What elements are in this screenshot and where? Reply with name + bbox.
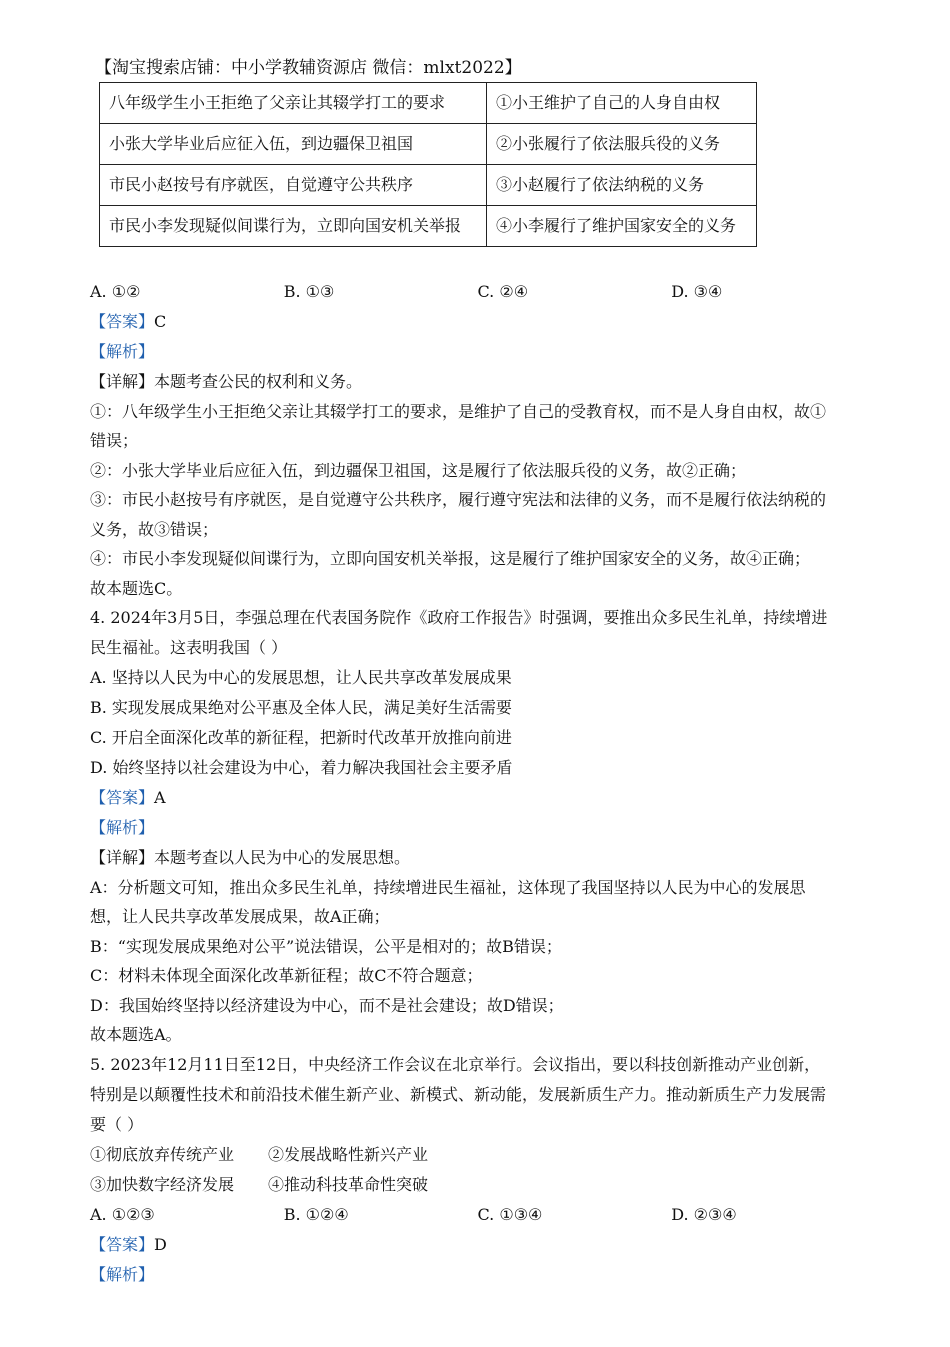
- table-cell-event: 八年级学生小王拒绝了父亲让其辍学打工的要求: [100, 83, 487, 124]
- answer-value: A: [154, 788, 166, 807]
- detail-line: 想，让人民共享改革发展成果，故A正确；: [90, 907, 390, 926]
- stem-line: 5. 2023年12月11日至12日，中央经济工作会议在北京举行。会议指出，要以科技创新推动产业创新，: [90, 1054, 821, 1074]
- option-a: A. 坚持以人民为中心的发展思想，让人民共享改革发展成果: [90, 668, 512, 687]
- option-b: B. 实现发展成果绝对公平惠及全体人民，满足美好生活需要: [90, 698, 512, 717]
- option-c: C. ②④: [477, 282, 529, 301]
- q4-detail: [90, 843, 865, 1050]
- detail-line: 错误；: [90, 431, 139, 450]
- document-page: [90, 56, 865, 1290]
- answer-tag: 【答案】: [90, 788, 155, 807]
- item: ①彻底放弃传统产业: [90, 1144, 235, 1164]
- detail-line: B：“实现发展成果绝对公平”说法错误，公平是相对的；故B错误；: [90, 936, 562, 956]
- detail-line: 故本题选A。: [90, 1025, 182, 1044]
- table-cell-event: 小张大学毕业后应征入伍，到边疆保卫祖国: [100, 124, 487, 165]
- table-row: [100, 124, 757, 165]
- table-row: [100, 165, 757, 206]
- table-cell-judgement: ②小张履行了依法服兵役的义务: [487, 124, 757, 165]
- q5-items-row: [90, 1140, 865, 1170]
- detail-line: C：材料未体现全面深化改革新征程；故C不符合题意；: [90, 966, 483, 985]
- answer-value: D: [154, 1234, 167, 1254]
- q3-detail: [90, 367, 865, 603]
- shop-header: 【淘宝搜索店铺：中小学教辅资源店 微信：mlxt2022】: [95, 58, 522, 78]
- q5-answer: [90, 1230, 865, 1260]
- q3-answer: [90, 307, 865, 337]
- stem-line: 4. 2024年3月5日，李强总理在代表国务院作《政府工作报告》时强调，要推出众多民生礼单，持续增进: [90, 608, 828, 627]
- table-row: [100, 83, 757, 124]
- item: ④推动科技革命性突破: [268, 1174, 429, 1194]
- detail-line: 故本题选C。: [90, 578, 183, 598]
- option-b: B. ①③: [283, 282, 335, 301]
- detail-line: 【详解】本题考查公民的权利和义务。: [90, 372, 363, 391]
- q5-options: [90, 1200, 865, 1230]
- q4-analysis-tag: 【解析】: [90, 818, 155, 837]
- item: ③加快数字经济发展: [90, 1174, 235, 1194]
- table-cell-judgement: ①小王维护了自己的人身自由权: [487, 83, 757, 124]
- option-c: C. 开启全面深化改革的新征程，把新时代改革开放推向前进: [90, 728, 512, 747]
- stem-line: 民生福祉。这表明我国（ ）: [90, 638, 288, 657]
- table-row: [100, 206, 757, 247]
- q5-items-row: [90, 1170, 865, 1200]
- detail-line: ②：小张大学毕业后应征入伍，到边疆保卫祖国，这是履行了依法服兵役的义务，故②正确；: [90, 460, 747, 480]
- item: ②发展战略性新兴产业: [268, 1144, 429, 1164]
- option-b: B. ①②④: [283, 1204, 349, 1224]
- table-cell-event: 市民小李发现疑似间谍行为，立即向国安机关举报: [100, 206, 487, 247]
- detail-line: 【详解】本题考查以人民为中心的发展思想。: [90, 848, 411, 867]
- answer-value: C: [154, 312, 167, 331]
- table-cell-judgement: ③小赵履行了依法纳税的义务: [487, 165, 757, 206]
- option-c: C. ①③④: [477, 1204, 543, 1224]
- detail-line: ③：市民小赵按号有序就医，是自觉遵守公共秩序，履行遵守宪法和法律的义务，而不是履行依法纳税的: [90, 490, 827, 509]
- table-cell-event: 市民小赵按号有序就医，自觉遵守公共秩序: [100, 165, 487, 206]
- q4-options: [90, 663, 865, 783]
- detail-line: ④：市民小李发现疑似间谍行为，立即向国安机关举报，这是履行了维护国家安全的义务，故④正确；: [90, 549, 811, 568]
- q3-matching-table: [99, 82, 757, 247]
- detail-line: A：分析题文可知，推出众多民生礼单，持续增进民生福祉，这体现了我国坚持以人民为中心的发展思: [90, 877, 806, 897]
- answer-tag: 【答案】: [90, 1234, 155, 1254]
- table-cell-judgement: ④小李履行了维护国家安全的义务: [487, 206, 757, 247]
- stem-line: 特别是以颠覆性技术和前沿技术催生新产业、新模式、新动能，发展新质生产力。推动新质生产力发展需: [90, 1084, 827, 1104]
- detail-line: 义务，故③错误；: [90, 519, 219, 539]
- option-a: A. ①②: [90, 282, 141, 301]
- q4-stem: [90, 603, 865, 663]
- q3-analysis-tag: 【解析】: [90, 342, 155, 361]
- option-d: D. ②③④: [671, 1204, 737, 1224]
- q5-stem: [90, 1050, 865, 1140]
- answer-tag: 【答案】: [90, 312, 155, 331]
- detail-line: ①：八年级学生小王拒绝父亲让其辍学打工的要求，是维护了自己的受教育权，而不是人身自由权，故①: [90, 401, 827, 421]
- q3-options: [90, 277, 865, 307]
- option-d: D. 始终坚持以社会建设为中心，着力解决我国社会主要矛盾: [90, 758, 513, 777]
- option-d: D. ③④: [671, 282, 723, 301]
- detail-line: D：我国始终坚持以经济建设为中心，而不是社会建设；故D错误；: [90, 995, 564, 1015]
- q4-answer: [90, 783, 865, 813]
- stem-line: 要（ ）: [90, 1114, 144, 1134]
- q5-analysis-tag: 【解析】: [90, 1264, 155, 1284]
- option-a: A. ①②③: [90, 1204, 155, 1224]
